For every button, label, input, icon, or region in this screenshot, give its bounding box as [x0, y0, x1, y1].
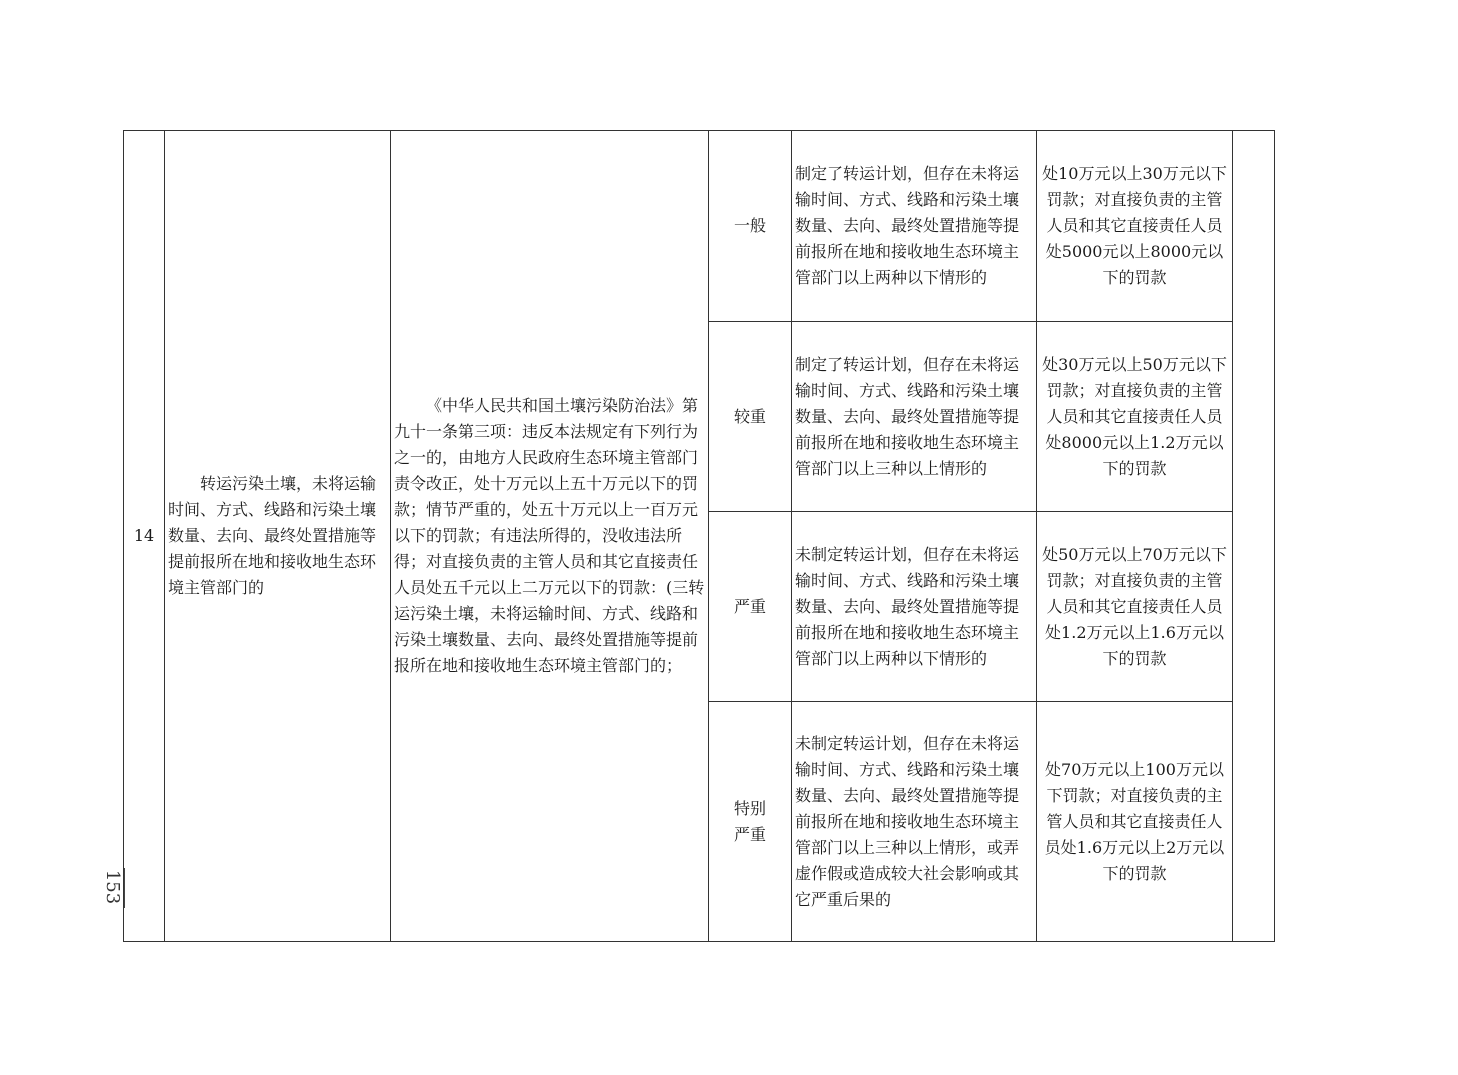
penalty-standard: 处50万元以上70万元以下罚款；对直接负责的主管人员和其它直接责任人员处1.2万元以上1.6万元以下的罚款: [1037, 512, 1233, 702]
violation-description: 转运污染土壤，未将运输时间、方式、线路和污染土壤数量、去向、最终处置措施等提前报所在地和接收地生态环境主管部门的: [165, 131, 391, 942]
legal-basis: 《中华人民共和国土壤污染防治法》第九十一条第三项：违反本法规定有下列行为之一的，由地方人民政府生态环境主管部门责令改正，处十万元以上五十万元以下的罚款；情节严重的，处五十万元以上一百万元以下的罚款；有违法所得的，没收违法所得；对直接负责的主管人员和其它直接责任人员处五千元以上二万元以下的罚款：(三转运污染土壤，未将运输时间、方式、线路和污染土壤数量、去向、最终处置措施等提前报所在地和接收地生态环境主管部门的；: [391, 131, 709, 942]
circumstance-text: 制定了转运计划，但存在未将运输时间、方式、线路和污染土壤数量、去向、最终处置措施等提前报所在地和接收地生态环境主管部门以上两种以下情形的: [792, 131, 1037, 322]
level-label: 特别严重: [709, 702, 792, 942]
level-label: 严重: [709, 512, 792, 702]
circumstance-text: 制定了转运计划，但存在未将运输时间、方式、线路和污染土壤数量、去向、最终处置措施等提前报所在地和接收地生态环境主管部门以上三种以上情形的: [792, 322, 1037, 512]
penalty-standard: 处70万元以上100万元以下罚款；对直接负责的主管人员和其它直接责任人员处1.6万元以上2万元以下的罚款: [1037, 702, 1233, 942]
table-row: [124, 131, 1275, 322]
row-number: 14: [124, 131, 165, 942]
remark-cell: [1233, 131, 1275, 942]
circumstance-text: 未制定转运计划，但存在未将运输时间、方式、线路和污染土壤数量、去向、最终处置措施等提前报所在地和接收地生态环境主管部门以上两种以下情形的: [792, 512, 1037, 702]
circumstance-text: 未制定转运计划，但存在未将运输时间、方式、线路和污染土壤数量、去向、最终处置措施等提前报所在地和接收地生态环境主管部门以上三种以上情形，或弄虚作假或造成较大社会影响或其它严重后果的: [792, 702, 1037, 942]
level-label: 一般: [709, 131, 792, 322]
penalty-standard: 处10万元以上30万元以下罚款；对直接负责的主管人员和其它直接责任人员处5000元以上8000元以下的罚款: [1037, 131, 1233, 322]
level-label: 较重: [709, 322, 792, 512]
page-number: 153: [102, 869, 123, 905]
penalty-standard: 处30万元以上50万元以下罚款；对直接负责的主管人员和其它直接责任人员处8000元以上1.2万元以下的罚款: [1037, 322, 1233, 512]
penalty-standards-table: [123, 130, 1275, 942]
